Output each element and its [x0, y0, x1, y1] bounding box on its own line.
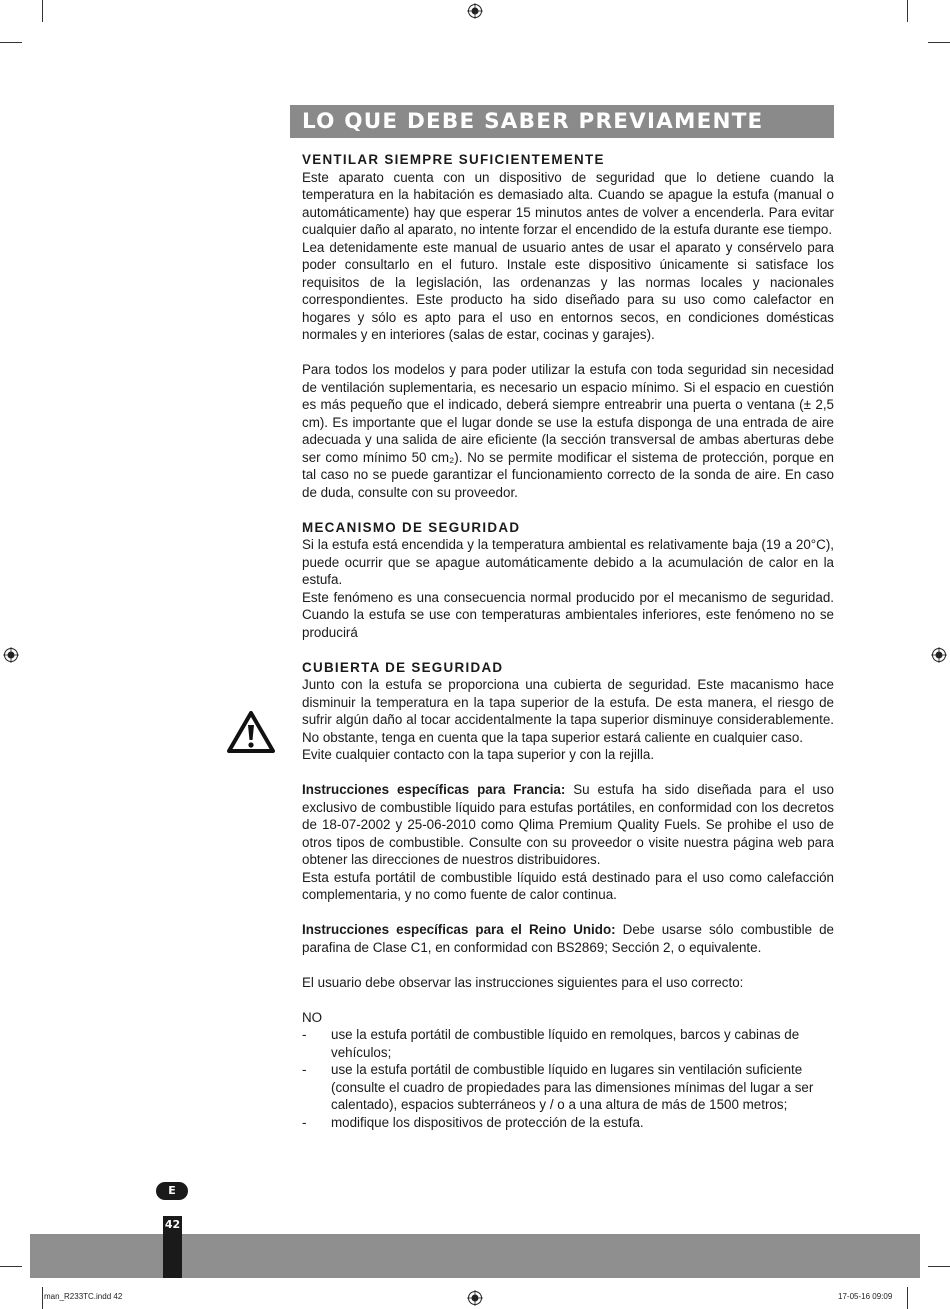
crop-mark [907, 0, 908, 22]
main-content [302, 151, 834, 1131]
text-francia: Su estufa ha sido diseñada para el uso exclusivo de combustible líquido para estufas portátiles, en conformidad con los decretos de 18-07-2002 y 25-06-2010 como Qlima Premium Quality Fuels. Se prohibe el uso de otros tipos de combustible. Consulte con su proveedor o visite nuestra página web para obtener las direcciones de nuestros distribuidores. [302, 782, 834, 867]
paragraph: Evite cualquier contacto con la tapa superior y con la rejilla. [302, 747, 655, 762]
paragraph: Esta estufa portátil de combustible líquido está destinado para el uso como calefacción complementaria, y no como fuente de calor continua. [302, 869, 834, 902]
paragraph: Este fenómeno es una consecuencia normal producido por el mecanismo de seguridad. Cuando la estufa se use con temperaturas ambientales inferiores, este fenómeno no se producirá [302, 589, 834, 640]
date-slug: 17-05-16 09:09 [838, 1292, 893, 1301]
crop-mark [928, 42, 950, 43]
file-slug: man_R233TC.indd 42 [44, 1292, 123, 1301]
registration-mark-icon [467, 3, 483, 19]
label-reino-unido: Instrucciones específicas para el Reino Unido: [302, 922, 616, 937]
paragraph: Si la estufa está encendida y la temperatura ambiental es relativamente baja (19 a 20°C), puede ocurrir que se apague automáticamente debido a la acumulación de calor en la estufa. [302, 537, 834, 587]
page-number: 42 [164, 1218, 181, 1231]
registration-mark-icon [3, 647, 19, 663]
list-item: - modifique los dispositivos de protección de la estufa. [302, 1114, 644, 1130]
section-title-ventilar: VENTILAR SIEMPRE SUFICIENTEMENTE [302, 152, 605, 167]
paragraph: Para todos los modelos y para poder utilizar la estufa con toda seguridad sin necesidad de ventilación suplementaria, es necesario un espacio mínimo. Si el espacio en cuestión es más pequeño que el indicado, deberá siempre entreabrir una puerta o ventana (± 2,5 cm). Es importante que el lugar donde se use la estufa disponga de una entrada de aire adecuada y una salida de aire eficiente (la sección transversal de ambas aberturas debe ser como mínimo 50 cm₂). No se permite modificar el sistema de protección, porque en tal caso no se puede garantizar el funcionamiento correcto de la sonda de aire. En caso de duda, consulte con su proveedor. [302, 362, 834, 500]
label-francia: Instrucciones específicas para Francia: [302, 782, 566, 797]
paragraph: Este aparato cuenta con un dispositivo de seguridad que lo detiene cuando la temperatura en la habitación es demasiado alta. Cuando se apague la estufa (manual o automáticamente) hay que esperar 15 minutos antes de volver a encenderla. Para evitar cualquier daño al aparato, no intente forzar el encendido de la estufa durante ese tiempo. [302, 169, 834, 237]
page-title: LO QUE DEBE SABER PREVIAMENTE [302, 109, 764, 134]
paragraph: El usuario debe observar las instrucciones siguientes para el uso correcto: [302, 974, 744, 990]
text-reino-unido: Debe usarse sólo combustible de parafina de Clase C1, en conformidad con BS2869; Sección 2, o equivalente. [302, 922, 834, 955]
section-title-mecanismo: MECANISMO DE SEGURIDAD [302, 519, 521, 535]
registration-mark-icon [467, 1290, 483, 1306]
warning-triangle-icon [226, 710, 276, 754]
no-label: NO [302, 1009, 323, 1025]
paragraph: Lea detenidamente este manual de usuario antes de usar el aparato y consérvelo para poder consultarlo en el futuro. Instale este dispositivo únicamente si satisface los requisitos de la legislación, las ordenanzas y las normas locales y nacionales correspondientes. Este producto ha sido diseñado para su uso como calefactor en hogares y sólo es apto para el uso en entornos secos, en condiciones domésticas normales y en interiores (salas de estar, cocinas y garajes). [302, 239, 834, 342]
crop-mark [907, 1287, 908, 1309]
crop-mark [0, 1266, 22, 1267]
list-item: - use la estufa portátil de combustible líquido en lugares sin ventilación suficiente (consulte el cuadro de propiedades para las dimensiones mínimas del lugar a ser calentado), espacios subterráneos y / o a una altura de más de 1500 metros; [302, 1062, 814, 1112]
registration-mark-icon [931, 647, 947, 663]
page-header [290, 105, 834, 138]
crop-mark [42, 1287, 43, 1309]
crop-mark [928, 1266, 950, 1267]
crop-mark [0, 42, 22, 43]
language-badge: E [156, 1182, 188, 1200]
paragraph-francia [302, 781, 834, 869]
section-title-cubierta: CUBIERTA DE SEGURIDAD [302, 659, 504, 675]
paragraph-reino-unido [302, 921, 834, 956]
list-item: - use la estufa portátil de combustible líquido en remolques, barcos y cabinas de vehículos; [302, 1027, 800, 1060]
crop-mark [42, 0, 43, 22]
paragraph: Junto con la estufa se proporciona una cubierta de seguridad. Este macanismo hace disminuir la temperatura en la tapa superior de la estufa. De esta manera, el riesgo de sufrir algún daño al tocar accidentalmente la tapa superior disminuye considerablemente. No obstante, tenga en cuenta que la tapa superior estará caliente en cualquier caso. [302, 677, 834, 745]
